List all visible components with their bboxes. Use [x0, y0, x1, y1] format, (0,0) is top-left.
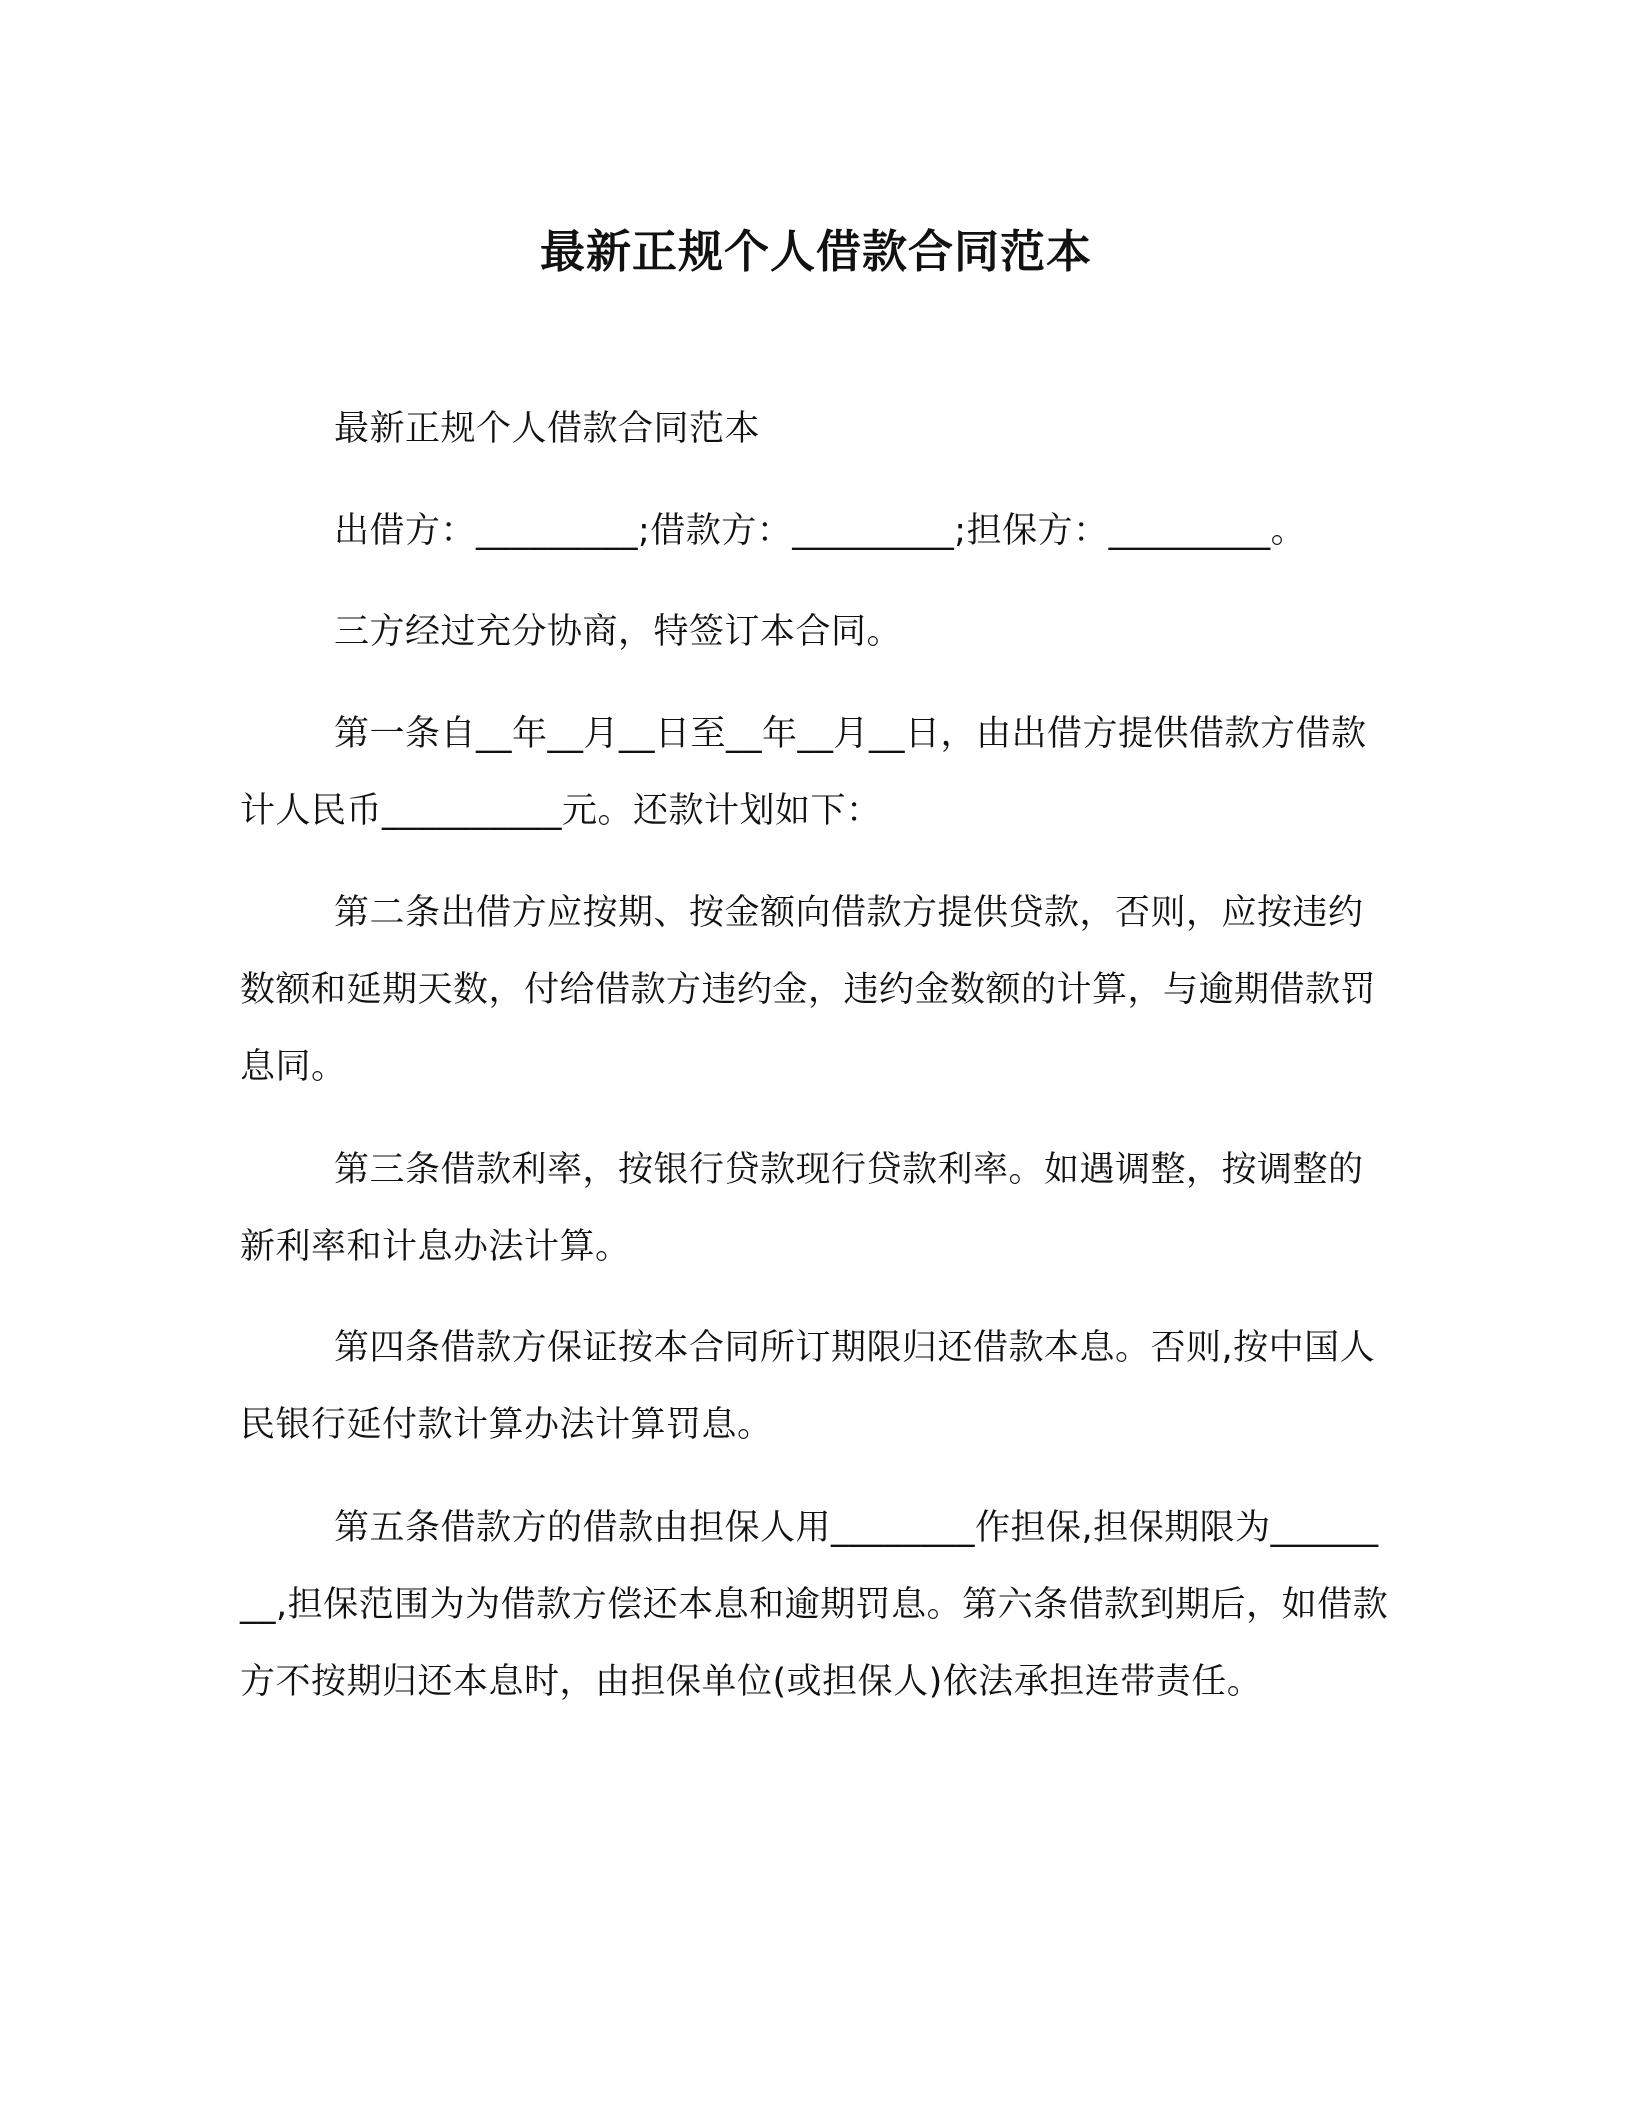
document-subtitle: 最新正规个人借款合同范本	[334, 409, 761, 449]
clause-2: 第二条出借方应按期、按金额向借款方提供贷款，否则，应按违约数额和延期天数，付给借款方违约金，违约金数额的计算，与逾期借款罚息同。	[240, 893, 1377, 1087]
clause-4: 第四条借款方保证按本合同所订期限归还借款本息。否则,按中国人民银行延付款计算办法计算罚息。	[240, 1328, 1376, 1445]
parties-line: 出借方：_________;借款方：_________;担保方：_________。	[334, 511, 1307, 551]
intro-paragraph: 三方经过充分协商，特签订本合同。	[334, 612, 903, 652]
clause-5-6: 第五条借款方的借款由担保人用________作担保,担保期限为________,担保范围为为借款方偿还本息和逾期罚息。第六条借款到期后，如借款方不按期归还本息时，由担保单位(或担保人)依法承担连带责任。	[240, 1508, 1389, 1702]
document-title: 最新正规个人借款合同范本	[539, 225, 1092, 278]
clause-1: 第一条自__年__月__日至__年__月__日，由出借方提供借款方借款计人民币__________元。还款计划如下：	[240, 714, 1367, 831]
clause-3: 第三条借款利率，按银行贷款现行贷款利率。如遇调整，按调整的新利率和计息办法计算。	[240, 1150, 1364, 1267]
